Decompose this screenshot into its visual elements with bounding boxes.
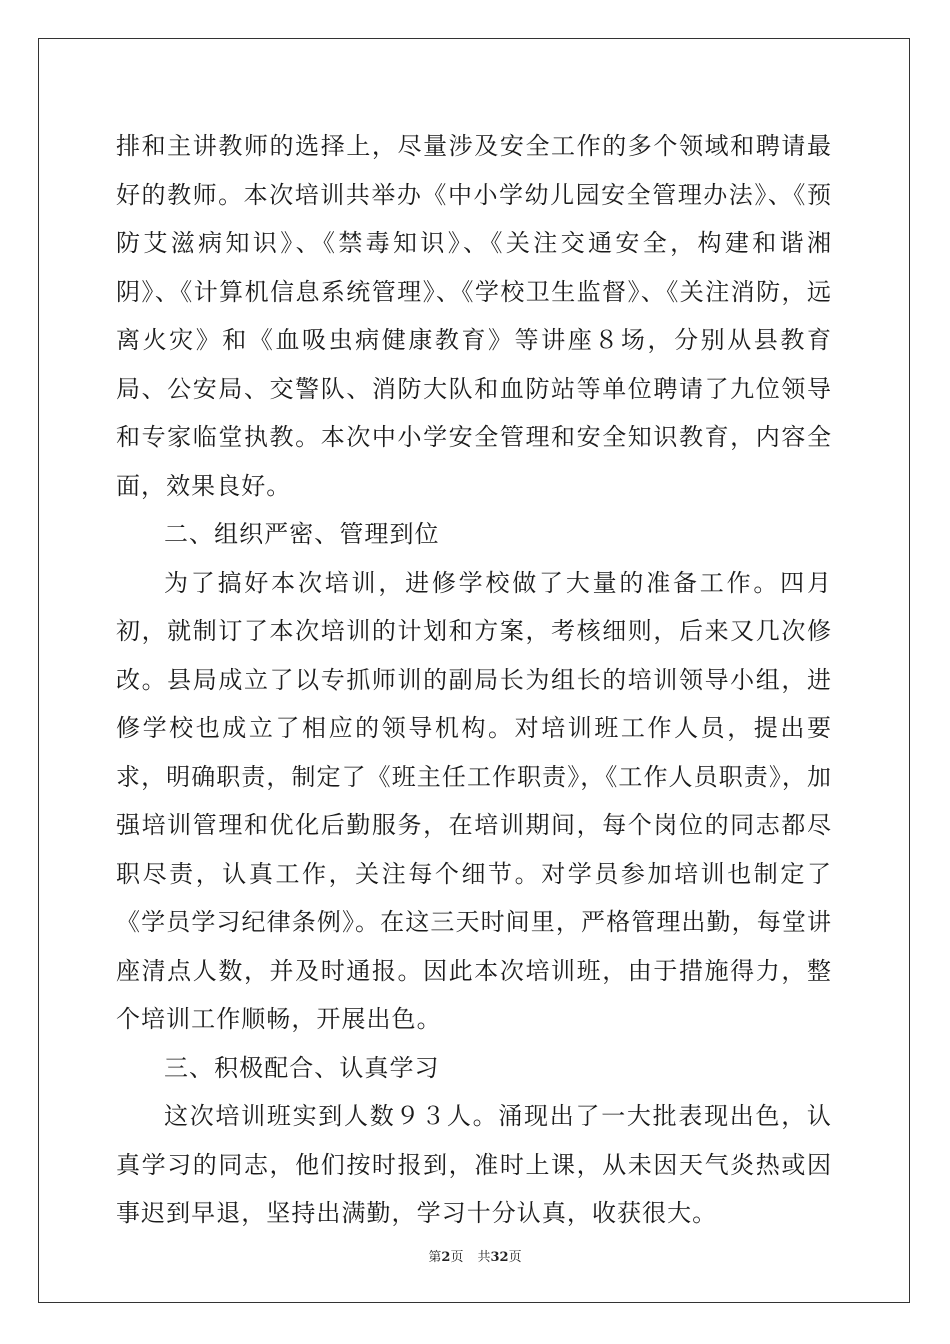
total-pages: 32 [490,1250,509,1265]
document-body [116,122,832,1238]
paragraph-1: 排和主讲教师的选择上，尽量涉及安全工作的多个领域和聘请最好的教师。本次培训共举办《中小学幼儿园安全管理办法》、《预防艾滋病知识》、《禁毒知识》、《关注交通安全，构建和谐湘阴》、《计算机信息系统管理》、《学校卫生监督》、《关注消防，远离火灾》和《血吸虫病健康教育》等讲座８场，分别从县教育局、公安局、交警队、消防大队和血防站等单位聘请了九位领导和专家临堂执教。本次中小学安全管理和安全知识教育，内容全面，效果良好。 [116,132,832,500]
paragraph-5: 这次培训班实到人数９３人。涌现出了一大批表现出色，认真学习的同志，他们按时报到，准时上课，从未因天气炎热或因事迟到早退，坚持出满勤，学习十分认真，收获很大。 [116,1102,832,1227]
page-number: 2 [441,1250,451,1265]
paragraph-3: 为了搞好本次培训，进修学校做了大量的准备工作。四月初，就制订了本次培训的计划和方案，考核细则，后来又几次修改。县局成立了以专抓师训的副局长为组长的培训领导小组，进修学校也成立了相应的领导机构。对培训班工作人员，提出要求，明确职责，制定了《班主任工作职责》，《工作人员职责》，加强培训管理和优化后勤服务，在培训期间，每个岗位的同志都尽职尽责，认真工作，关注每个细节。对学员参加培训也制定了《学员学习纪律条例》。在这三天时间里，严格管理出勤，每堂讲座清点人数，并及时通报。因此本次培训班，由于措施得力，整个培训工作顺畅，开展出色。 [116,568,832,1033]
page-prefix: 第 [428,1250,442,1265]
total-prefix: 共 [477,1250,491,1265]
section-heading-3: 三、积极配合、认真学习 [164,1053,440,1082]
total-suffix: 页 [508,1250,522,1265]
page-suffix: 页 [450,1250,464,1265]
section-heading-2: 二、组织严密、管理到位 [164,520,440,548]
page-footer [0,1246,950,1265]
